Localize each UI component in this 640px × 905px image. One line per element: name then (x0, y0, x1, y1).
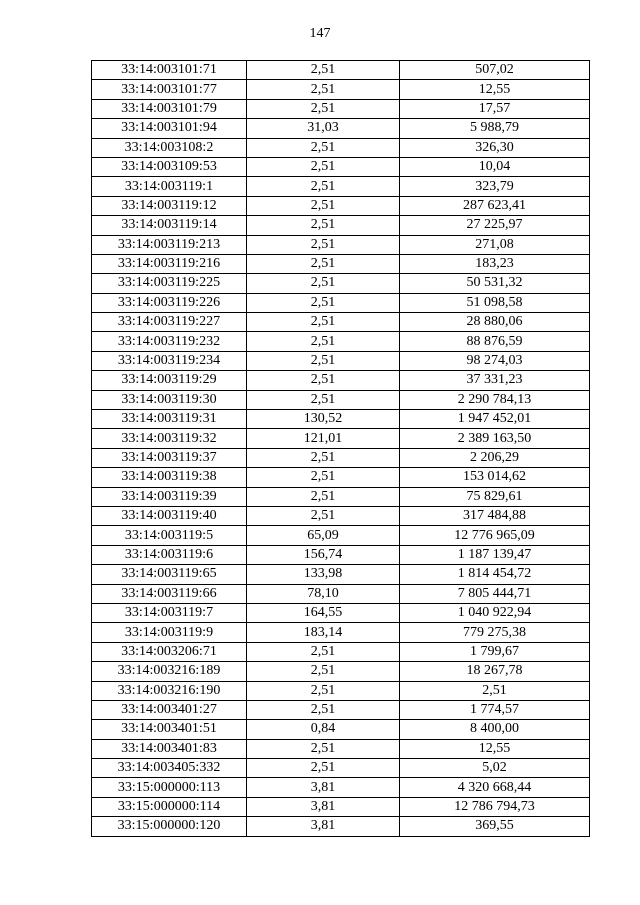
table-row (92, 468, 590, 487)
cadastral-number-cell: 33:14:003119:14 (92, 216, 247, 235)
table-row (92, 429, 590, 448)
rate-cell: 2,51 (247, 662, 400, 681)
rate-cell: 2,51 (247, 61, 400, 80)
cadastral-number-cell: 33:14:003119:7 (92, 603, 247, 622)
table-row (92, 759, 590, 778)
rate-cell: 156,74 (247, 545, 400, 564)
rate-cell: 2,51 (247, 313, 400, 332)
table-row (92, 720, 590, 739)
value-cell: 287 623,41 (400, 196, 590, 215)
cadastral-number-cell: 33:14:003405:332 (92, 759, 247, 778)
value-cell: 1 814 454,72 (400, 565, 590, 584)
rate-cell: 2,51 (247, 351, 400, 370)
rate-cell: 2,51 (247, 157, 400, 176)
cadastral-number-cell: 33:14:003119:9 (92, 623, 247, 642)
cadastral-number-cell: 33:14:003119:227 (92, 313, 247, 332)
table-row (92, 817, 590, 836)
cadastral-number-cell: 33:14:003119:234 (92, 351, 247, 370)
table-row (92, 662, 590, 681)
cadastral-number-cell: 33:14:003206:71 (92, 642, 247, 661)
value-cell: 10,04 (400, 157, 590, 176)
cadastral-number-cell: 33:14:003216:190 (92, 681, 247, 700)
table-row (92, 157, 590, 176)
table-row (92, 216, 590, 235)
cadastral-number-cell: 33:14:003119:6 (92, 545, 247, 564)
table-row (92, 119, 590, 138)
rate-cell: 2,51 (247, 642, 400, 661)
rate-cell: 2,51 (247, 274, 400, 293)
cadastral-number-cell: 33:14:003119:225 (92, 274, 247, 293)
value-cell: 1 187 139,47 (400, 545, 590, 564)
table-row (92, 506, 590, 525)
table-row (92, 603, 590, 622)
table-row (92, 623, 590, 642)
cadastral-number-cell: 33:14:003119:216 (92, 254, 247, 273)
value-cell: 326,30 (400, 138, 590, 157)
page-number: 147 (309, 26, 331, 41)
value-cell: 27 225,97 (400, 216, 590, 235)
value-cell: 12,55 (400, 739, 590, 758)
table-row (92, 778, 590, 797)
rate-cell: 183,14 (247, 623, 400, 642)
table-row (92, 274, 590, 293)
rate-cell: 2,51 (247, 487, 400, 506)
cadastral-number-cell: 33:14:003119:66 (92, 584, 247, 603)
table-row (92, 545, 590, 564)
value-cell: 2 290 784,13 (400, 390, 590, 409)
rate-cell: 133,98 (247, 565, 400, 584)
table-row (92, 390, 590, 409)
cadastral-number-cell: 33:14:003401:83 (92, 739, 247, 758)
table-body (92, 61, 590, 837)
table-row (92, 138, 590, 157)
value-cell: 1 947 452,01 (400, 410, 590, 429)
table-row (92, 177, 590, 196)
cadastral-number-cell: 33:14:003101:77 (92, 80, 247, 99)
value-cell: 28 880,06 (400, 313, 590, 332)
cadastral-number-cell: 33:14:003119:232 (92, 332, 247, 351)
value-cell: 88 876,59 (400, 332, 590, 351)
value-cell: 183,23 (400, 254, 590, 273)
value-cell: 12,55 (400, 80, 590, 99)
table-row (92, 797, 590, 816)
rate-cell: 78,10 (247, 584, 400, 603)
table-row (92, 739, 590, 758)
rate-cell: 0,84 (247, 720, 400, 739)
value-cell: 153 014,62 (400, 468, 590, 487)
cadastral-number-cell: 33:14:003119:40 (92, 506, 247, 525)
table-row (92, 526, 590, 545)
value-cell: 2 206,29 (400, 448, 590, 467)
cadastral-value-table (91, 60, 590, 837)
cadastral-number-cell: 33:14:003119:32 (92, 429, 247, 448)
value-cell: 1 040 922,94 (400, 603, 590, 622)
cadastral-number-cell: 33:14:003119:31 (92, 410, 247, 429)
rate-cell: 2,51 (247, 681, 400, 700)
cadastral-number-cell: 33:14:003109:53 (92, 157, 247, 176)
table-row (92, 196, 590, 215)
value-cell: 507,02 (400, 61, 590, 80)
table-row (92, 99, 590, 118)
table-row (92, 681, 590, 700)
cadastral-number-cell: 33:14:003119:5 (92, 526, 247, 545)
rate-cell: 2,51 (247, 235, 400, 254)
table-row (92, 313, 590, 332)
cadastral-number-cell: 33:14:003401:27 (92, 700, 247, 719)
rate-cell: 2,51 (247, 138, 400, 157)
rate-cell: 3,81 (247, 817, 400, 836)
value-cell: 5 988,79 (400, 119, 590, 138)
rate-cell: 2,51 (247, 80, 400, 99)
cadastral-number-cell: 33:14:003119:29 (92, 371, 247, 390)
cadastral-number-cell: 33:14:003119:65 (92, 565, 247, 584)
value-cell: 1 799,67 (400, 642, 590, 661)
cadastral-number-cell: 33:14:003101:79 (92, 99, 247, 118)
value-cell: 2 389 163,50 (400, 429, 590, 448)
value-cell: 17,57 (400, 99, 590, 118)
value-cell: 12 776 965,09 (400, 526, 590, 545)
table-row (92, 351, 590, 370)
rate-cell: 3,81 (247, 778, 400, 797)
value-cell: 779 275,38 (400, 623, 590, 642)
rate-cell: 2,51 (247, 700, 400, 719)
cadastral-number-cell: 33:15:000000:113 (92, 778, 247, 797)
value-cell: 37 331,23 (400, 371, 590, 390)
table-row (92, 235, 590, 254)
value-cell: 98 274,03 (400, 351, 590, 370)
table-row (92, 293, 590, 312)
cadastral-number-cell: 33:14:003401:51 (92, 720, 247, 739)
rate-cell: 2,51 (247, 390, 400, 409)
cadastral-number-cell: 33:15:000000:120 (92, 817, 247, 836)
value-cell: 8 400,00 (400, 720, 590, 739)
cadastral-number-cell: 33:14:003119:213 (92, 235, 247, 254)
rate-cell: 164,55 (247, 603, 400, 622)
value-cell: 51 098,58 (400, 293, 590, 312)
rate-cell: 2,51 (247, 293, 400, 312)
rate-cell: 2,51 (247, 196, 400, 215)
value-cell: 1 774,57 (400, 700, 590, 719)
cadastral-number-cell: 33:14:003101:94 (92, 119, 247, 138)
rate-cell: 31,03 (247, 119, 400, 138)
cadastral-number-cell: 33:14:003119:39 (92, 487, 247, 506)
cadastral-number-cell: 33:14:003119:226 (92, 293, 247, 312)
value-cell: 369,55 (400, 817, 590, 836)
rate-cell: 2,51 (247, 332, 400, 351)
table-row (92, 61, 590, 80)
rate-cell: 121,01 (247, 429, 400, 448)
table-row (92, 642, 590, 661)
rate-cell: 2,51 (247, 254, 400, 273)
rate-cell: 2,51 (247, 371, 400, 390)
table-row (92, 332, 590, 351)
table-row (92, 254, 590, 273)
value-cell: 271,08 (400, 235, 590, 254)
rate-cell: 2,51 (247, 759, 400, 778)
table-row (92, 565, 590, 584)
cadastral-number-cell: 33:15:000000:114 (92, 797, 247, 816)
table-row (92, 371, 590, 390)
rate-cell: 2,51 (247, 99, 400, 118)
rate-cell: 2,51 (247, 468, 400, 487)
cadastral-number-cell: 33:14:003101:71 (92, 61, 247, 80)
value-cell: 12 786 794,73 (400, 797, 590, 816)
table-row (92, 410, 590, 429)
cadastral-number-cell: 33:14:003216:189 (92, 662, 247, 681)
value-cell: 18 267,78 (400, 662, 590, 681)
rate-cell: 2,51 (247, 448, 400, 467)
cadastral-number-cell: 33:14:003119:30 (92, 390, 247, 409)
rate-cell: 65,09 (247, 526, 400, 545)
rate-cell: 2,51 (247, 216, 400, 235)
value-cell: 317 484,88 (400, 506, 590, 525)
value-cell: 2,51 (400, 681, 590, 700)
value-cell: 5,02 (400, 759, 590, 778)
table-row (92, 487, 590, 506)
table-row (92, 80, 590, 99)
cadastral-number-cell: 33:14:003108:2 (92, 138, 247, 157)
cadastral-number-cell: 33:14:003119:37 (92, 448, 247, 467)
cadastral-number-cell: 33:14:003119:1 (92, 177, 247, 196)
cadastral-number-cell: 33:14:003119:38 (92, 468, 247, 487)
table-row (92, 700, 590, 719)
rate-cell: 2,51 (247, 739, 400, 758)
rate-cell: 2,51 (247, 506, 400, 525)
value-cell: 4 320 668,44 (400, 778, 590, 797)
value-cell: 50 531,32 (400, 274, 590, 293)
table-row (92, 584, 590, 603)
rate-cell: 130,52 (247, 410, 400, 429)
cadastral-number-cell: 33:14:003119:12 (92, 196, 247, 215)
rate-cell: 2,51 (247, 177, 400, 196)
value-cell: 323,79 (400, 177, 590, 196)
rate-cell: 3,81 (247, 797, 400, 816)
value-cell: 75 829,61 (400, 487, 590, 506)
value-cell: 7 805 444,71 (400, 584, 590, 603)
table-row (92, 448, 590, 467)
